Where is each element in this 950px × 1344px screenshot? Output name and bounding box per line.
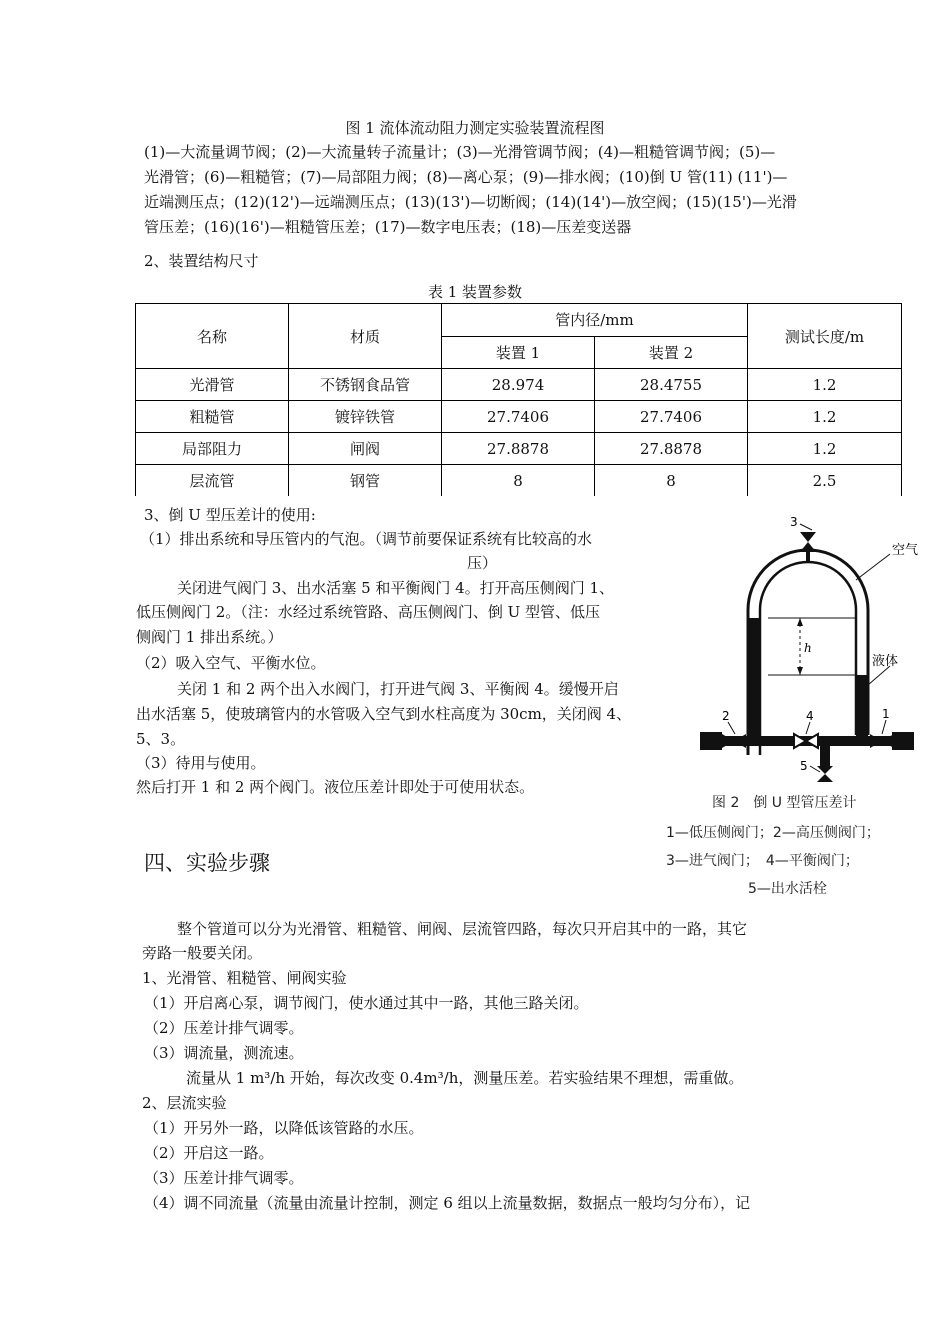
step-1-title: （1）排出系统和导压管内的气泡。（调节前要保证系统有比较高的水 (140, 530, 593, 548)
air-label: 空气 (892, 543, 919, 558)
water-outlet-valve-icon (817, 766, 833, 774)
cell-material: 镀锌铁管 (289, 401, 442, 433)
cell-material: 不锈钢食品管 (289, 369, 442, 401)
right-liquid-column (856, 675, 868, 740)
table-row (136, 433, 902, 465)
table-row (136, 369, 902, 401)
part-2-step: （4）调不同流量（流量由流量计控制，测定 6 组以上流量数据，数据点一般均匀分布），记 (144, 1194, 751, 1212)
header-name: 名称 (136, 304, 289, 369)
cell-device-2: 27.7406 (595, 401, 748, 433)
valve-3-number: 3 (790, 515, 798, 529)
cell-name: 局部阻力 (136, 433, 289, 465)
cell-material: 钢管 (289, 465, 442, 497)
header-material: 材质 (289, 304, 442, 369)
cell-name: 粗糙管 (136, 401, 289, 433)
section-4-heading: 四、实验步骤 (144, 851, 270, 875)
part-2-step: （3）压差计排气调零。 (144, 1169, 304, 1187)
cell-device-2: 8 (595, 465, 748, 497)
valve-1-number: 1 (882, 707, 890, 721)
valve-4-number: 4 (806, 709, 814, 723)
header-device-1: 装置 1 (442, 336, 595, 369)
cell-length: 1.2 (748, 369, 902, 401)
step-2-body-line: 5、3。 (136, 730, 186, 748)
header-device-2: 装置 2 (595, 336, 748, 369)
u-tube-inner-wall (760, 562, 856, 755)
table-row (136, 465, 902, 497)
air-inlet-valve-icon (800, 532, 816, 542)
figure-1-legend-line: 近端测压点；(12)(12')—远端测压点；(13)(13')—切断阀；(14)(14')—放空阀；(15)(15')—光滑 (144, 193, 797, 211)
left-liquid-column (748, 618, 760, 740)
cell-length: 1.2 (748, 433, 902, 465)
figure-2-legend-line: 1—低压侧阀门；2—高压侧阀门； (666, 825, 880, 841)
step-1-body-line: 关闭进气阀门 3、出水活塞 5 和平衡阀门 4。打开高压侧阀门 1、 (177, 579, 615, 597)
table-1-caption: 表 1 装置参数 (427, 283, 523, 301)
cell-length: 2.5 (748, 465, 902, 497)
cell-device-1: 27.8878 (442, 433, 595, 465)
part-2-title: 2、层流实验 (142, 1094, 227, 1112)
cell-device-1: 28.974 (442, 369, 595, 401)
cell-material: 闸阀 (289, 433, 442, 465)
cell-name: 光滑管 (136, 369, 289, 401)
section-4-intro-line: 整个管道可以分为光滑管、粗糙管、闸阀、层流管四路，每次只开启其中的一路，其它 (177, 920, 748, 938)
step-1-body-line: 低压侧阀门 2。（注：水经过系统管路、高压侧阀门、倒 U 型管、低压 (136, 603, 600, 621)
figure-1-legend-line: 管压差；(16)(16')—粗糙管压差；(17)—数字电压表；(18)—压差变送器 (144, 218, 632, 236)
section-2-title: 2、装置结构尺寸 (144, 252, 259, 270)
step-3-body: 然后打开 1 和 2 两个阀门。液位压差计即处于可使用状态。 (136, 778, 535, 796)
cell-device-1: 27.7406 (442, 401, 595, 433)
table-row (136, 401, 902, 433)
header-test-length: 测试长度/m (748, 304, 902, 369)
part-1-title: 1、光滑管、粗糙管、闸阀实验 (142, 969, 347, 987)
step-3-title: （3）待用与使用。 (136, 754, 266, 772)
cell-device-2: 28.4755 (595, 369, 748, 401)
part-1-step: （3）调流量，测流速。 (144, 1044, 304, 1062)
part-2-step: （2）开启这一路。 (144, 1144, 274, 1162)
cell-length: 1.2 (748, 401, 902, 433)
parameters-table (135, 303, 902, 496)
part-1-note: 流量从 1 m³/h 开始，每次改变 0.4m³/h，测量压差。若实验结果不理想，需重做。 (186, 1069, 744, 1087)
step-1-title-cont: 压） (467, 554, 498, 572)
figure-1-caption: 图 1 流体流动阻力测定实验装置流程图 (345, 119, 605, 137)
figure-2-legend-line: 3—进气阀门； 4—平衡阀门； (666, 853, 859, 869)
valve-5-number: 5 (800, 759, 808, 773)
cell-device-2: 27.8878 (595, 433, 748, 465)
section-3-title: 3、倒 U 型压差计的使用: (144, 506, 316, 524)
liquid-label: 液体 (872, 654, 899, 669)
figure-2-legend-line: 5—出水活栓 (748, 881, 827, 897)
figure-1-legend-line: 光滑管；(6)—粗糙管；(7)—局部阻力阀；(8)—离心泵；(9)—排水阀；(10)倒 U 管(11) (11')— (144, 168, 788, 186)
height-label: h (804, 641, 812, 655)
part-1-step: （1）开启离心泵，调节阀门，使水通过其中一路，其他三路关闭。 (144, 994, 589, 1012)
step-2-body-line: 出水活塞 5，使玻璃管内的水管吸入空气到水柱高度为 30cm，关闭阀 4、 (136, 705, 632, 723)
part-2-step: （1）开另外一路，以降低该管路的水压。 (144, 1119, 424, 1137)
valve-2-number: 2 (722, 709, 730, 723)
figure-1-legend-line: (1)—大流量调节阀；(2)—大流量转子流量计；(3)—光滑管调节阀；(4)—粗糙管调节阀；(5)— (144, 143, 776, 161)
figure-2-caption: 图 2 倒 U 型管压差计 (712, 795, 857, 811)
step-2-title: （2）吸入空气、平衡水位。 (136, 654, 326, 672)
header-inner-diameter: 管内径/mm (442, 304, 748, 337)
step-2-body-line: 关闭 1 和 2 两个出入水阀门，打开进气阀 3、平衡阀 4。缓慢开启 (177, 680, 619, 698)
cell-device-1: 8 (442, 465, 595, 497)
cell-name: 层流管 (136, 465, 289, 497)
section-4-intro-line: 旁路一般要关闭。 (142, 944, 263, 962)
step-1-body-line: 侧阀门 1 排出系统。） (136, 628, 283, 646)
part-1-step: （2）压差计排气调零。 (144, 1019, 304, 1037)
